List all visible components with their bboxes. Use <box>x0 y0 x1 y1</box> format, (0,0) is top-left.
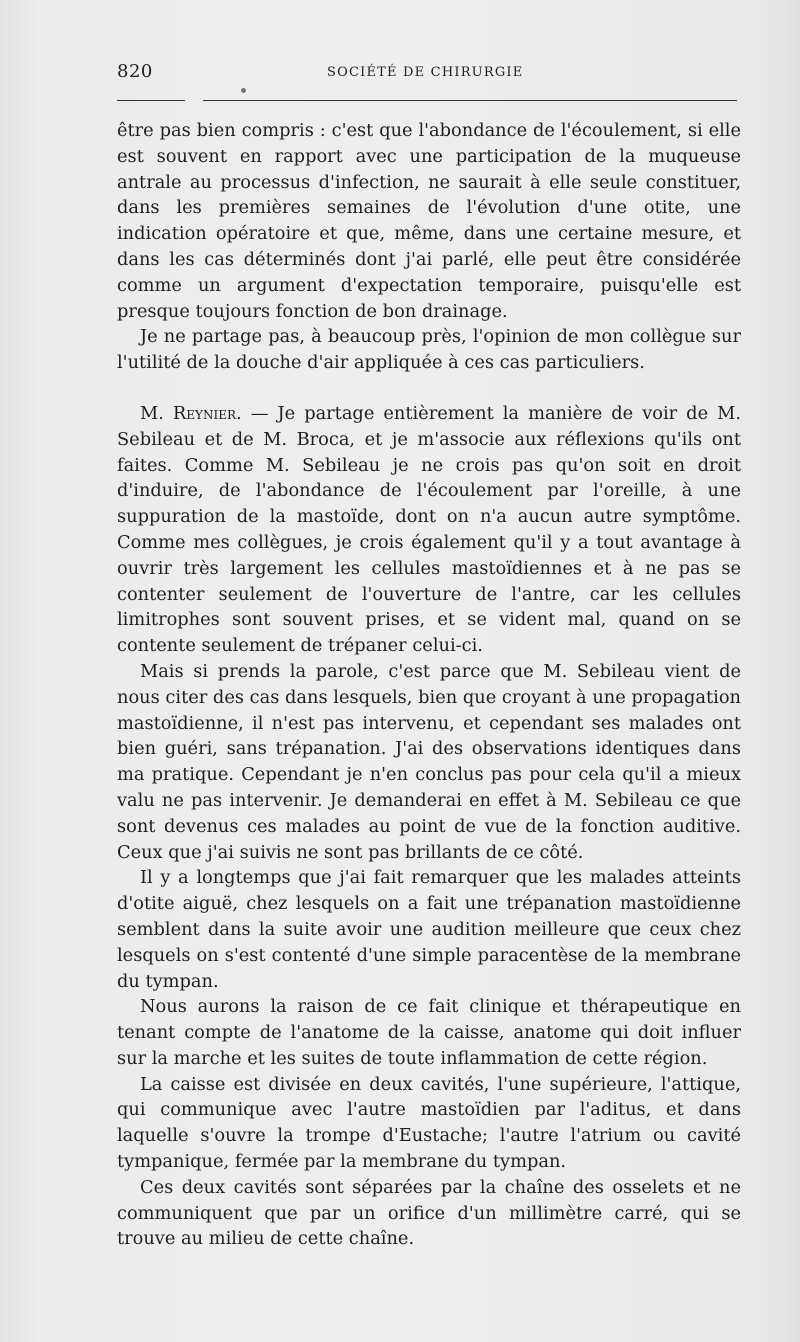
running-title: SOCIÉTÉ DE CHIRURGIE <box>327 65 524 80</box>
header-rule-right <box>203 100 737 101</box>
speaker-paragraph <box>117 401 741 659</box>
paragraph: Nous aurons la raison de ce fait clinique et thérapeutique en tenant compte de l'anatome de la caisse, anatome qui doit influer sur la marche et les suites de toute inflammation de cette région. <box>117 996 741 1069</box>
paragraph: être pas bien compris : c'est que l'abondance de l'écoulement, si elle est souvent en rapport avec une participation de la muqueuse antrale au processus d'infection, ne saurait à elle seule constituer, dans les premières semaines de l'évolution d'une otite, une indication opératoire et que, même, dans une certaine mesure, et dans les cas déterminés dont j'ai parlé, elle peut être considérée comme un argument d'expectation temporaire, puisqu'elle est presque toujours fonction de bon drainage. <box>117 120 741 322</box>
page-number: 820 <box>117 61 153 82</box>
paragraph: La caisse est divisée en deux cavités, l'une supérieure, l'attique, qui communique avec l'autre mastoïdien par l'aditus, et dans laquelle s'ouvre la trompe d'Eustache; l'autre l'atrium ou cavité tympanique, fermée par la membrane du tympan. <box>117 1073 741 1173</box>
speaker-text: — Je partage entièrement la manière de voir de M. Sebileau et de M. Broca, et je m'associe aux réflexions qu'ils ont faites. Comme M. Sebileau je ne crois pas qu'on soit en droit d'induire, de l'abondance de l'écoulement par l'oreille, à une suppuration de la mastoïde, dont on n'a aucun autre symptôme. Comme mes collègues, je crois également qu'il y a tout avantage à ouvrir très largement les cellules mastoïdiennes et à ne pas se contenter seulement de l'ouverture de l'antre, car les cellules limitrophes sont souvent prises, et se vident mal, quand on se contente seulement de trépaner celui-ci. <box>117 402 741 657</box>
paragraph: Il y a longtemps que j'ai fait remarquer que les malades atteints d'otite aiguë, chez lesquels on a fait une trépanation mastoïdienne semblent dans la suite avoir une audition meilleure que ceux chez lesquels on s'est contenté d'une simple paracentèse de la membrane du tympan. <box>117 867 741 992</box>
ink-dot <box>241 88 246 93</box>
paragraph: Je ne partage pas, à beaucoup près, l'opinion de mon collègue sur l'utilité de la douche d'air appliquée à ces cas particuliers. <box>117 326 741 374</box>
body-text <box>117 118 741 1252</box>
paragraph: Ces deux cavités sont séparées par la chaîne des osselets et ne communiquent que par un orifice d'un millimètre carré, qui se trouve au milieu de cette chaîne. <box>117 1176 741 1250</box>
speaker-name: M. Reynier. <box>140 402 242 424</box>
page-header <box>117 58 737 88</box>
paragraph: Mais si prends la parole, c'est parce que M. Sebileau vient de nous citer des cas dans lesquels, bien que croyant à une propagation mastoïdienne, il n'est pas intervenu, et cependant ses malades ont bien guéri, sans trépanation. J'ai des observations identiques dans ma pratique. Cependant je n'en conclus pas pour cela qu'il a mieux valu ne pas intervenir. Je demanderai en effet à M. Sebileau ce que sont devenus ces malades au point de vue de la fonction auditive. Ceux que j'ai suivis ne sont pas brillants de ce côté. <box>117 660 741 863</box>
header-rule-left <box>117 100 185 101</box>
